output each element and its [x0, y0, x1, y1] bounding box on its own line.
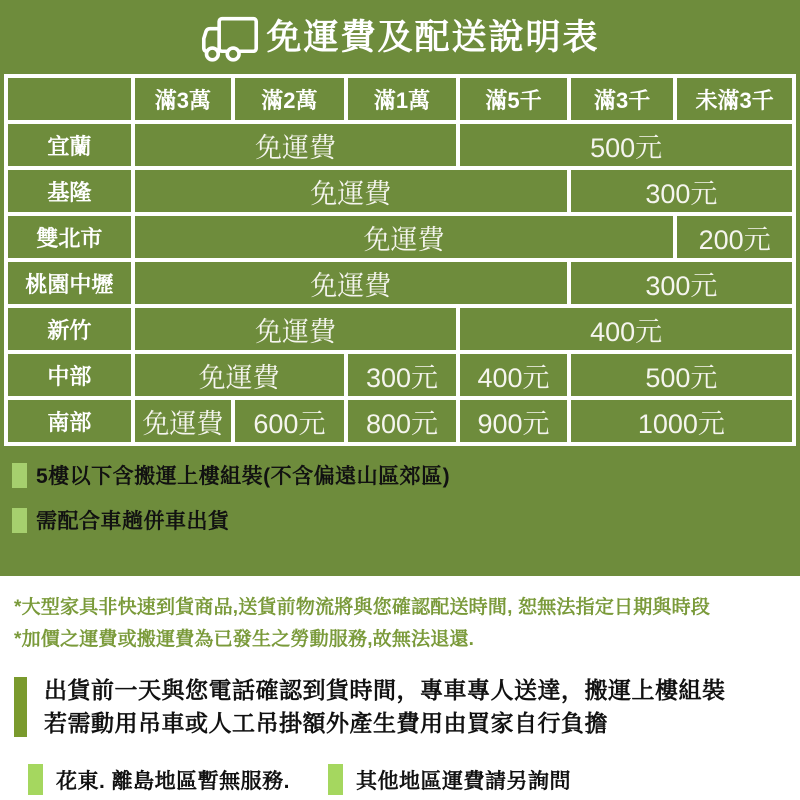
region-cell: 宜蘭: [6, 122, 133, 168]
fee-cell: 300元: [346, 352, 459, 398]
fee-cell: 900元: [458, 398, 569, 444]
bottom-note-item: [328, 764, 571, 795]
fee-cell: 免運費: [133, 168, 569, 214]
green-square-bullet-icon: [12, 508, 27, 533]
delivery-notice: [14, 674, 792, 740]
table-row: [6, 214, 794, 260]
table-header-row: [6, 76, 794, 122]
column-header: 滿3萬: [133, 76, 234, 122]
panel-note-text: 需配合車趟併車出貨: [36, 510, 230, 533]
panel-note-text: 5樓以下含搬運上樓組裝(不含偏遠山區郊區): [36, 465, 451, 488]
delivery-notice-line: 出貨前一天與您電話確認到貨時間，專車專人送達，搬運上樓組裝: [44, 677, 726, 703]
bottom-note-text: 花東. 離島地區暫無服務.: [56, 769, 291, 793]
delivery-truck-icon: [200, 16, 260, 63]
footnotes-section: [0, 576, 800, 795]
region-cell: 基隆: [6, 168, 133, 214]
region-cell: 桃園中壢: [6, 260, 133, 306]
fee-cell: 300元: [569, 260, 794, 306]
fee-cell: 免運費: [133, 352, 346, 398]
fee-cell: 免運費: [133, 260, 569, 306]
table-row: [6, 352, 794, 398]
fine-print-line: *加價之運費或搬運費為已發生之勞動服務,故無法退還.: [14, 629, 475, 650]
delivery-notice-line: 若需動用吊車或人工吊掛額外產生費用由買家自行負擔: [44, 710, 608, 736]
region-cell: 雙北市: [6, 214, 133, 260]
table-row: [6, 306, 794, 352]
table-row: [6, 398, 794, 444]
column-header: 滿1萬: [346, 76, 459, 122]
fee-cell: 免運費: [133, 306, 459, 352]
page-title: 免運費及配送說明表: [266, 17, 600, 57]
green-square-bullet-icon: [12, 463, 27, 488]
table-head: [6, 76, 794, 122]
column-header: 滿2萬: [233, 76, 346, 122]
fee-cell: 500元: [458, 122, 794, 168]
fee-cell: 400元: [458, 306, 794, 352]
fee-cell: 600元: [233, 398, 346, 444]
table-corner-cell: [6, 76, 133, 122]
fee-cell: 免運費: [133, 122, 459, 168]
table-row: [6, 122, 794, 168]
column-header: 未滿3千: [675, 76, 794, 122]
region-cell: 南部: [6, 398, 133, 444]
bottom-note-text: 其他地區運費請另詢問: [356, 769, 572, 793]
region-cell: 新竹: [6, 306, 133, 352]
bottom-notes: [28, 764, 792, 795]
panel-notes: [0, 446, 800, 535]
fine-print-line: *大型家具非快速到貨商品,送貨前物流將與您確認配送時間, 恕無法指定日期與時段: [14, 597, 711, 618]
fine-print: [14, 592, 792, 656]
lime-bar-bullet-icon: [328, 764, 343, 795]
bottom-note-item: [28, 764, 290, 795]
fee-cell: 800元: [346, 398, 459, 444]
column-header: 滿3千: [569, 76, 676, 122]
panel-note-item: [12, 505, 800, 535]
column-header: 滿5千: [458, 76, 569, 122]
lime-bar-bullet-icon: [28, 764, 43, 795]
notice-accent-bar: [14, 677, 27, 737]
panel-note-item: [12, 460, 800, 490]
fee-cell: 免運費: [133, 398, 234, 444]
fee-cell: 400元: [458, 352, 569, 398]
fee-cell: 300元: [569, 168, 794, 214]
table-body: [6, 122, 794, 444]
fee-cell: 500元: [569, 352, 794, 398]
fee-cell: 1000元: [569, 398, 794, 444]
region-cell: 中部: [6, 352, 133, 398]
table-row: [6, 168, 794, 214]
fee-cell: 200元: [675, 214, 794, 260]
delivery-notice-text: [44, 674, 726, 740]
title-bar: [0, 0, 800, 74]
fee-cell: 免運費: [133, 214, 676, 260]
shipping-fee-table: [4, 74, 796, 446]
table-row: [6, 260, 794, 306]
